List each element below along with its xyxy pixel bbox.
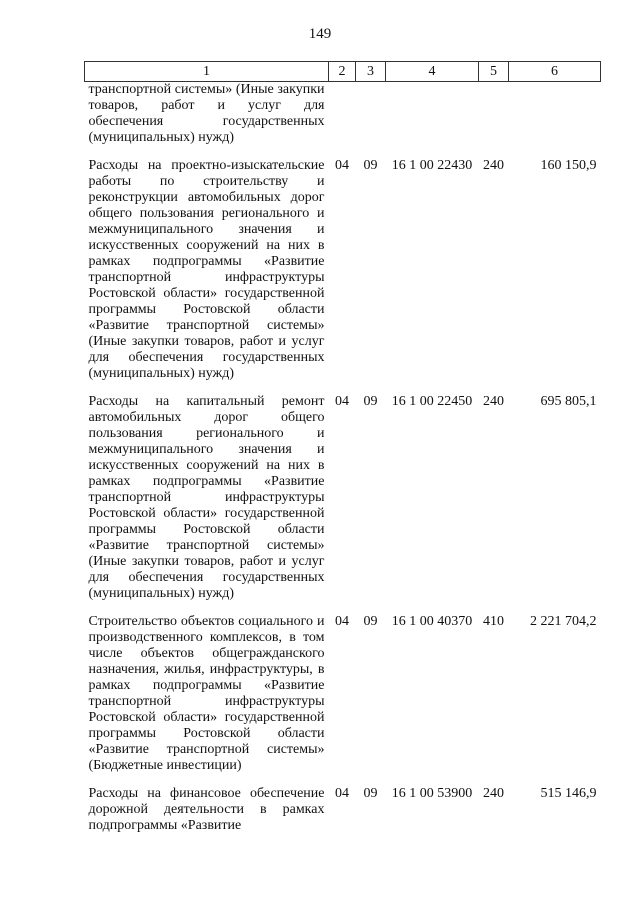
target-article-code: 16 1 00 53900 bbox=[391, 786, 473, 801]
column-header: 5 bbox=[479, 62, 509, 82]
subsection-code bbox=[356, 82, 386, 147]
column-header: 6 bbox=[509, 62, 601, 82]
section-code: 04 bbox=[335, 614, 349, 629]
section-code: 04 bbox=[335, 394, 349, 409]
amount: 2 221 704,2 bbox=[530, 614, 597, 629]
section-code: 04 bbox=[335, 786, 349, 801]
table-row bbox=[85, 146, 601, 382]
column-header: 2 bbox=[329, 62, 356, 82]
column-header: 4 bbox=[386, 62, 479, 82]
table-row bbox=[85, 382, 601, 602]
table-row bbox=[85, 774, 601, 834]
subsection-code: 09 bbox=[363, 786, 378, 801]
amount: 695 805,1 bbox=[540, 394, 597, 409]
amount bbox=[509, 82, 601, 147]
expense-type-code: 240 bbox=[483, 158, 504, 173]
subsection-code: 09 bbox=[363, 394, 378, 409]
subsection-code: 09 bbox=[363, 158, 378, 173]
table-row bbox=[85, 602, 601, 774]
target-article-code bbox=[386, 82, 479, 147]
target-article-code: 16 1 00 22430 bbox=[391, 158, 473, 173]
row-description: Расходы на проектно-изыскательские работы по строительству и реконструкции автомобильных дорог общего пользования регионального и межмуниципального значения и искусственных сооружений на них в рамках подпрограммы «Развитие транспортной инфраструктуры Ростовской области» государственной программы Ростовской области «Развитие транспортной системы» (Иные закупки товаров, работ и услуг для обеспечения государственных (муниципальных) нужд) bbox=[88, 158, 325, 381]
subsection-code: 09 bbox=[363, 614, 378, 629]
budget-table bbox=[84, 61, 601, 834]
amount: 515 146,9 bbox=[540, 786, 597, 801]
row-description: Строительство объектов социального и производственного комплексов, в том числе объектов общегражданского назначения, жилья, инфраструктуры, в рамках подпрограммы «Развитие транспортной инфраструктуры Ростовской области» государственной программы Ростовской области «Развитие транспортной системы» (Бюджетные инвестиции) bbox=[88, 614, 325, 773]
page-number: 149 bbox=[308, 26, 332, 42]
column-header: 1 bbox=[85, 62, 329, 82]
target-article-code: 16 1 00 40370 bbox=[391, 614, 473, 629]
expense-type-code: 410 bbox=[483, 614, 504, 629]
section-code: 04 bbox=[335, 158, 349, 173]
row-description: Расходы на капитальный ремонт автомобильных дорог общего пользования регионального и межмуниципального значения и искусственных сооружений на них в рамках подпрограммы «Развитие транспортной инфраструктуры Ростовской области» государственной программы Ростовской области «Развитие транспортной системы» (Иные закупки товаров, работ и услуг для обеспечения государственных (муниципальных) нужд) bbox=[88, 394, 325, 601]
table-row bbox=[85, 82, 601, 147]
row-description: Расходы на финансовое обеспечение дорожной деятельности в рамках подпрограммы «Развитие bbox=[88, 786, 325, 833]
amount: 160 150,9 bbox=[540, 158, 597, 173]
expense-type-code bbox=[479, 82, 509, 147]
expense-type-code: 240 bbox=[483, 394, 504, 409]
expense-type-code: 240 bbox=[483, 786, 504, 801]
section-code bbox=[329, 82, 356, 147]
row-description: транспортной системы» (Иные закупки товаров, работ и услуг для обеспечения государственных (муниципальных) нужд) bbox=[88, 82, 325, 145]
column-number-row bbox=[85, 62, 601, 82]
column-header: 3 bbox=[356, 62, 386, 82]
target-article-code: 16 1 00 22450 bbox=[391, 394, 473, 409]
